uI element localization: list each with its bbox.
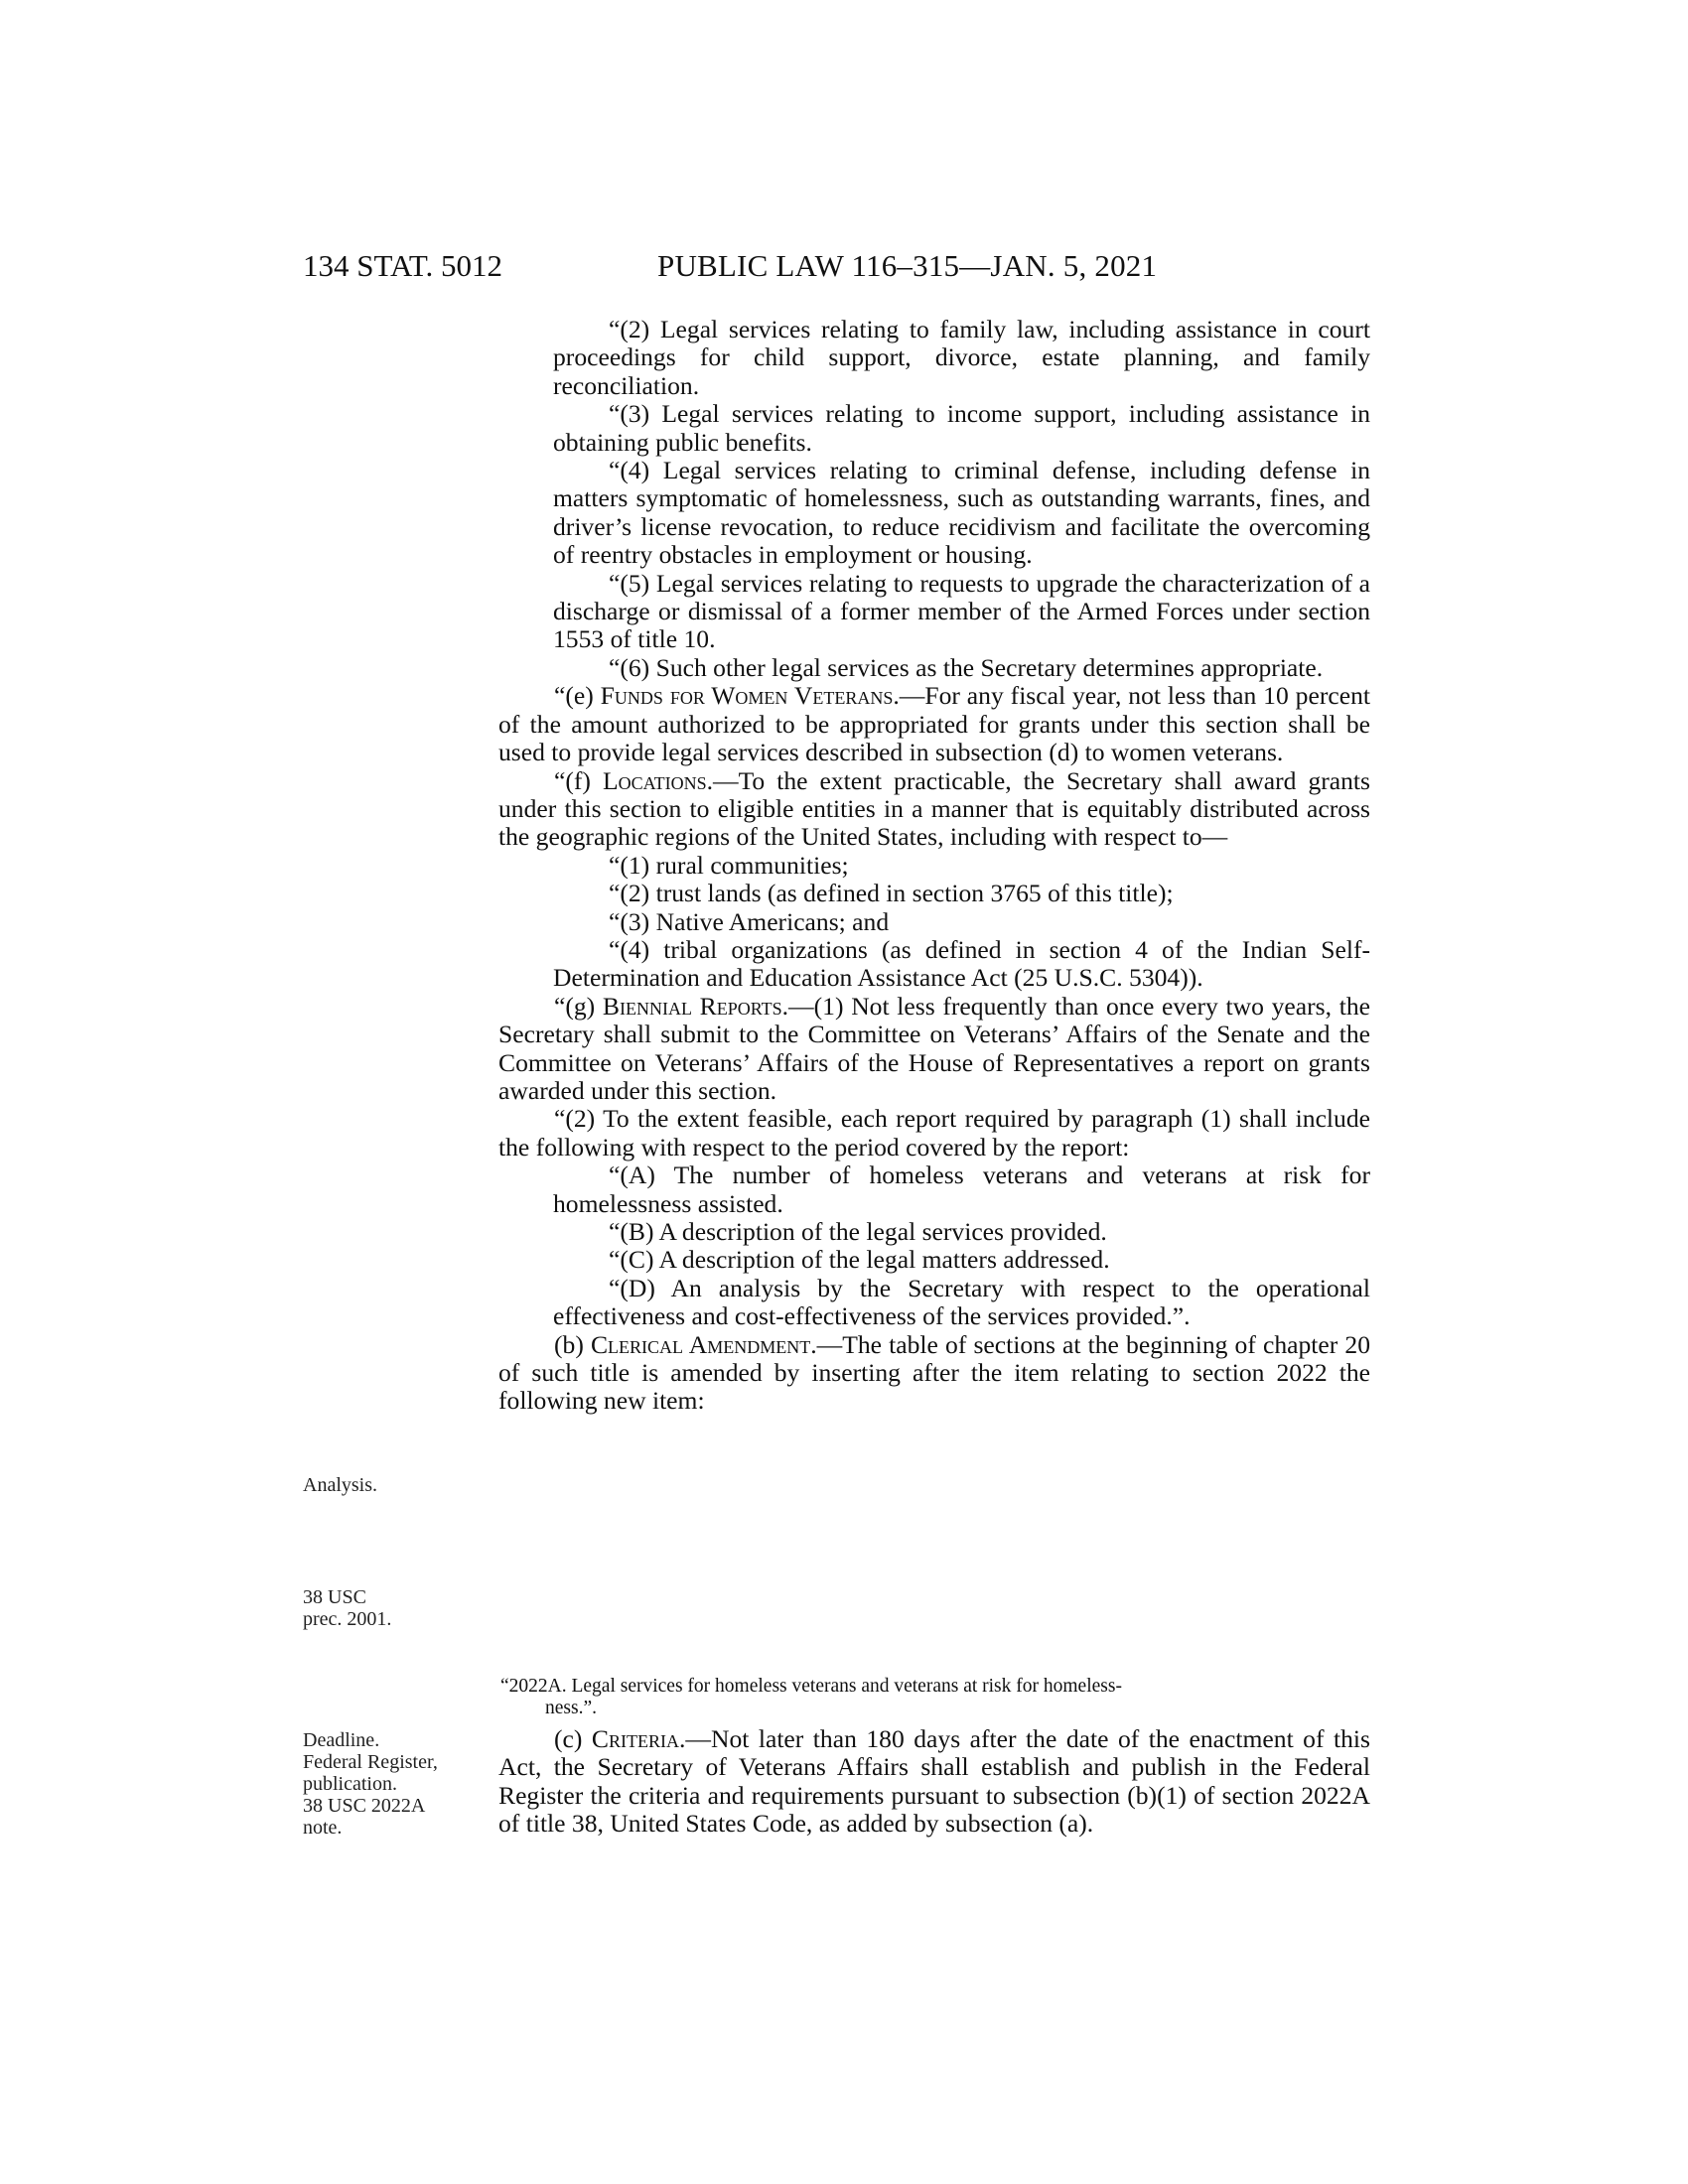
main-text-upper xyxy=(498,316,1370,1416)
subsection-f-heading: Locations xyxy=(602,765,707,795)
margin-note-usc-prec: 38 USC prec. 2001. xyxy=(303,1586,392,1630)
paragraph-f1: “(1) rural communities; xyxy=(609,850,849,880)
paragraph-d6: “(6) Such other legal services as the Secretary determines appropriate. xyxy=(609,652,1324,682)
subsection-b: (b) Clerical Amendment.—The table of sections at the beginning of chapter 20 of such title is amended by inserting after the item relating to section 2022 the following new item: xyxy=(498,1329,1371,1416)
subsection-g-heading: Biennial Reports xyxy=(602,991,782,1021)
subsection-f: “(f) Locations.—To the extent practicable, the Secretary shall award grants under this section to eligible entities in a manner that is equitably distributed across the geographic regions of the United States, including with respect to— xyxy=(498,765,1370,852)
margin-note-deadline: Deadline. Federal Register, publication. 38 USC 2022A note. xyxy=(303,1729,438,1839)
paragraph-gB: “(B) A description of the legal services provided. xyxy=(609,1217,1107,1246)
page-title: PUBLIC LAW 116–315—JAN. 5, 2021 xyxy=(657,248,1158,283)
subsection-b-heading: Clerical Amendment xyxy=(590,1329,811,1359)
table-item-line: “2022A. Legal services for homeless veterans and veterans at risk for homeless- xyxy=(500,1676,1122,1697)
page-number: 134 STAT. 5012 xyxy=(303,248,503,283)
paragraph-d3: “(3) Legal services relating to income support, including assistance in obtaining public benefits. xyxy=(553,399,1370,457)
subsection-c: (c) Criteria.—Not later than 180 days after the date of the enactment of this Act, the Secretary of Veterans Affairs shall establish and publish in the Federal Register the criteria and requirements pursuant to subsection (b)(1) of section 2022A of title 38, United States Code, as added by subsection (a). xyxy=(498,1724,1370,1839)
table-of-sections-item xyxy=(500,1676,1374,1719)
paragraph-f4: “(4) tribal organizations (as defined in section 4 of the Indian Self-Determination and Education Assistance Act (25 U.S.C. 5304)). xyxy=(553,934,1370,993)
subsection-c-heading: Criteria xyxy=(591,1724,679,1753)
table-item-line-continued: ness.”. xyxy=(545,1698,597,1718)
paragraph-gD: “(D) An analysis by the Secretary with respect to the operational effectiveness and cost-effectiveness of the services provided.”. xyxy=(553,1273,1370,1331)
paragraph-f2: “(2) trust lands (as defined in section 3765 of this title); xyxy=(609,879,1174,908)
subsection-e-heading: Funds for Women Veterans xyxy=(600,681,894,711)
subsection-e: “(e) Funds for Women Veterans.—For any fiscal year, not less than 10 percent of the amount authorized to be appropriated for grants under this section shall be used to provide legal services described in subsection (d) to women veterans. xyxy=(498,681,1370,767)
paragraph-f3: “(3) Native Americans; and xyxy=(609,906,890,936)
margin-note-analysis: Analysis. xyxy=(303,1474,377,1496)
paragraph-d4: “(4) Legal services relating to criminal defense, including defense in matters symptomatic of homelessness, such as outstanding warrants, fines, and driver’s license revocation, to reduce recidivism and facilitate the overcoming of reentry obstacles in employment or housing. xyxy=(553,456,1370,570)
paragraph-d2: “(2) Legal services relating to family law, including assistance in court proceedings for child support, divorce, estate planning, and family reconciliation. xyxy=(553,315,1370,400)
paragraph-g2: “(2) To the extent feasible, each report required by paragraph (1) shall include the following with respect to the period covered by the report: xyxy=(498,1104,1370,1161)
paragraph-gA: “(A) The number of homeless veterans and veterans at risk for homelessness assisted. xyxy=(553,1160,1370,1218)
paragraph-d5: “(5) Legal services relating to requests to upgrade the characterization of a discharge or dismissal of a former member of the Armed Forces under section 1553 of title 10. xyxy=(553,568,1370,654)
subsection-g: “(g) Biennial Reports.—(1) Not less frequently than once every two years, the Secretary shall submit to the Committee on Veterans’ Affairs of the Senate and the Committee on Veterans’ Affairs of the House of Representatives a report on grants awarded under this section. xyxy=(498,991,1370,1105)
main-text-lower xyxy=(498,1725,1370,1839)
paragraph-gC: “(C) A description of the legal matters addressed. xyxy=(609,1245,1110,1275)
